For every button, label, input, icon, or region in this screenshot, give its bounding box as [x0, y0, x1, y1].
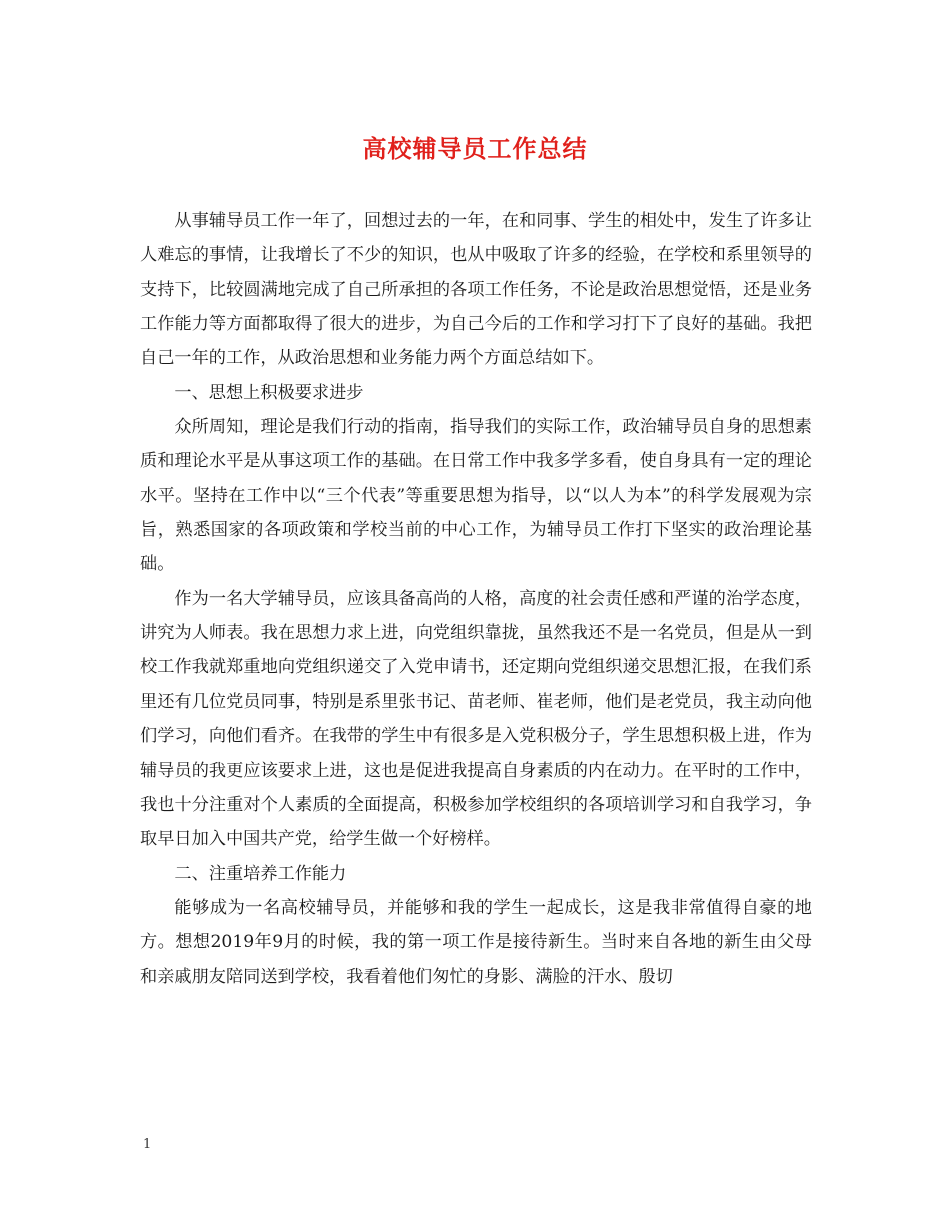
section-heading-thought: 一、思想上积极要求进步: [174, 382, 364, 403]
paragraph-theory: 众所周知，理论是我们行动的指南，指导我们的实际工作，政治辅导员自身的思想素质和理论水平是从事这项工作的基础。在日常工作中我多学多看，使自身具有一定的理论水平。坚持在工作中以“三个代表”等重要思想为指导，以“以人为本”的科学发展观为宗旨，熟悉国家的各项政策和学校当前的中心工作，为辅导员工作打下坚实的政治理论基础。: [140, 417, 812, 575]
paragraph-newstudents: 能够成为一名高校辅导员，并能够和我的学生一起成长，这是我非常值得自豪的地方。想想2019年9月的时候，我的第一项工作是接待新生。当时来自各地的新生由父母和亲戚朋友陪同送到学校，我看着他们匆忙的身影、满脸的汗水、殷切: [140, 897, 812, 987]
document-body: [140, 204, 812, 994]
paragraph-intro: 从事辅导员工作一年了，回想过去的一年，在和同事、学生的相处中，发生了许多让人难忘的事情，让我增长了不少的知识，也从中吸取了许多的经验，在学校和系里领导的支持下，比较圆满地完成了自己所承担的各项工作任务，不论是政治思想觉悟，还是业务工作能力等方面都取得了很大的进步，为自己今后的工作和学习打下了良好的基础。我把自己一年的工作，从政治思想和业务能力两个方面总结如下。: [140, 211, 812, 369]
document-title: 高校辅导员工作总结: [362, 134, 588, 163]
section-heading-ability: 二、注重培养工作能力: [174, 863, 347, 884]
page-number: 1: [143, 1137, 152, 1152]
paragraph-character: 作为一名大学辅导员，应该具备高尚的人格，高度的社会责任感和严谨的治学态度，讲究为人师表。我在思想力求上进，向党组织靠拢，虽然我还不是一名党员，但是从一到校工作我就郑重地向党组织递交了入党申请书，还定期向党组织递交思想汇报，在我们系里还有几位党员同事，特别是系里张书记、苗老师、崔老师，他们是老党员，我主动向他们学习，向他们看齐。在我带的学生中有很多是入党积极分子，学生思想积极上进，作为辅导员的我更应该要求上进，这也是促进我提高自身素质的内在动力。在平时的工作中，我也十分注重对个人素质的全面提高，积极参加学校组织的各项培训学习和自我学习，争取早日加入中国共产党，给学生做一个好榜样。: [140, 588, 812, 850]
